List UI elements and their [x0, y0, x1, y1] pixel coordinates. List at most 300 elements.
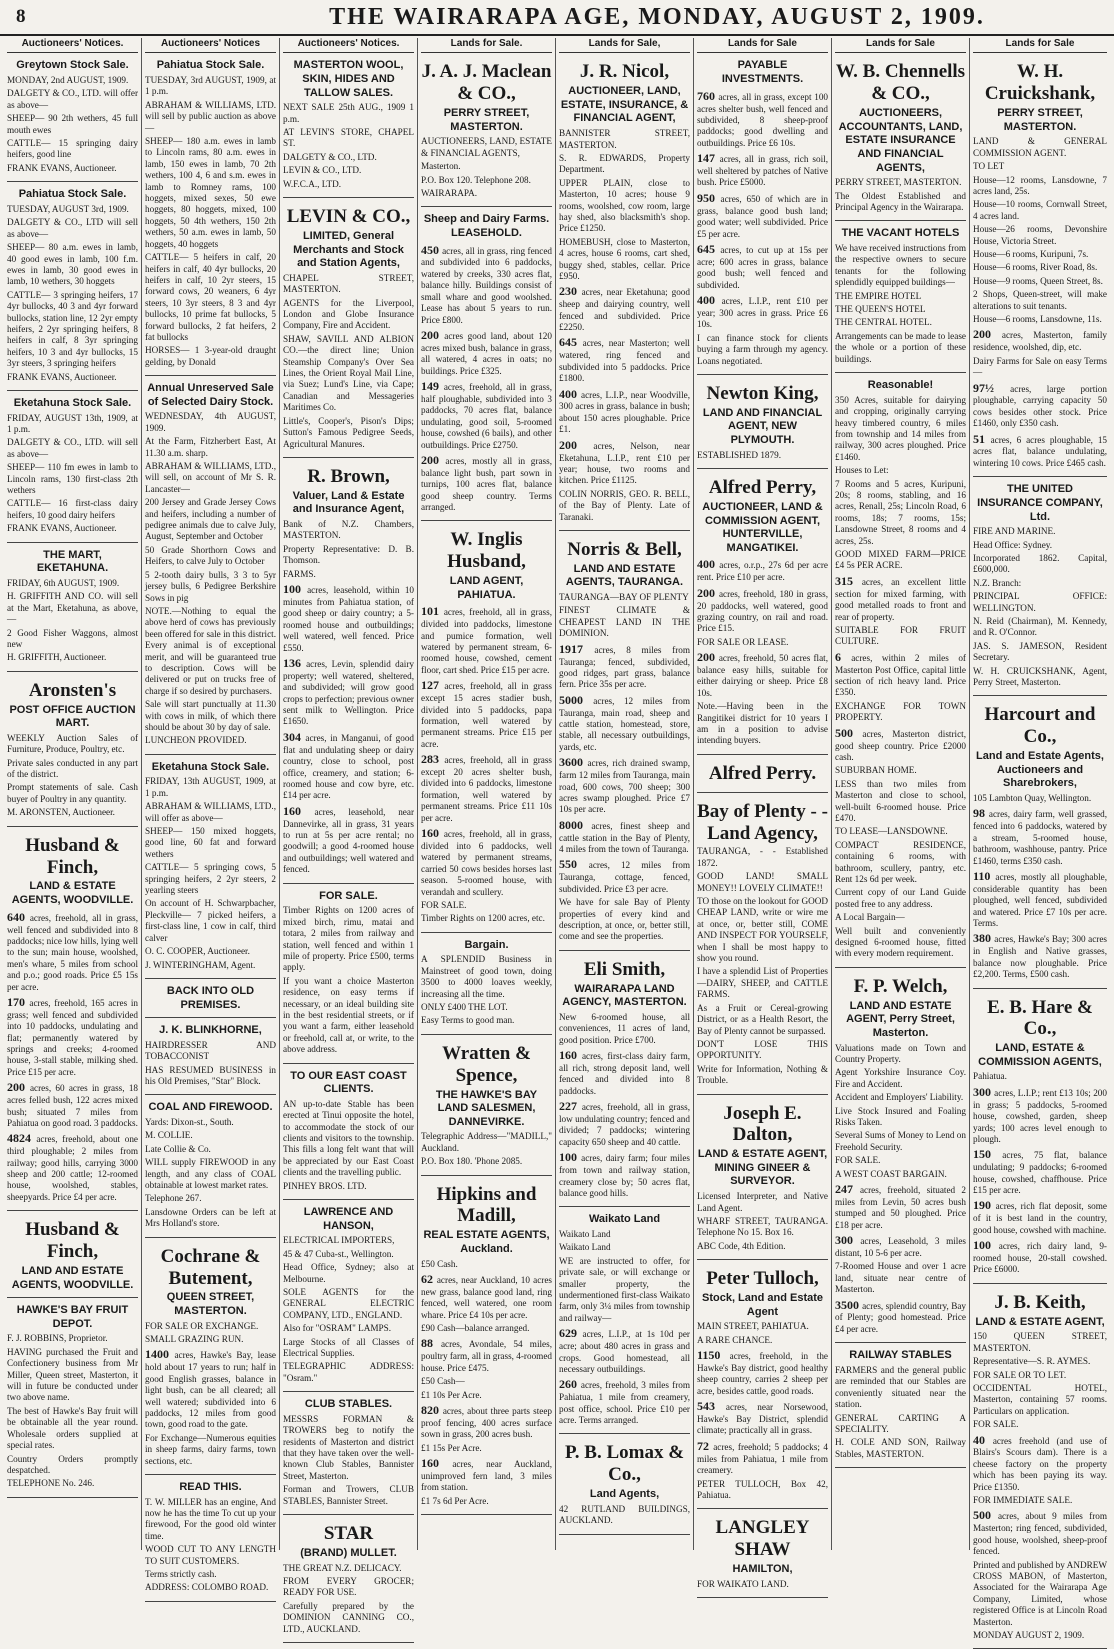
ad-text: SHAW, SAVILL AND ALBION CO.—the direct line; Union Steamship Company's Over Sea Lines, the Orient Royal Mail Line, via Suez; Lund's Line, via Cape; Canadian and Messageries Maritimes Co.	[283, 333, 414, 413]
ad-text: 543 acres, near Norsewood, Hawke's Bay District, splendid climate; practically all in grass.	[697, 1399, 828, 1436]
ad-text: 160 acres, near Auckland, unimproved fern land, 3 miles from station.	[421, 1456, 553, 1493]
ad-text: 300 acres, L.I.P.; rent £13 10s; 200 in grass; 5 paddocks, 5-roomed house, cowshed, garden, sheep yards; 100 acres level enough to plough.	[973, 1084, 1107, 1144]
ad-text: WAIRARAPA.	[421, 187, 478, 198]
ad-text: LUNCHEON PROVIDED.	[145, 735, 247, 746]
ad-text: 4824 acres, freehold, about one third ploughable; 2 miles from railway; good hills, carrying 3000 sheep and 200 cattle; 12-roomed house, woolshed, stables, sheepyards. Price £4 per acre.	[7, 1131, 139, 1202]
ad-heading: BACK INTO OLD PREMISES.	[166, 984, 255, 1011]
ad-text: House—6 rooms, Lansdowne, 11s.	[973, 314, 1102, 325]
ad-heading: POST OFFICE AUCTION MART.	[9, 703, 136, 730]
advertiser-name: E. B. Hare & Co.,	[987, 996, 1093, 1040]
ad-heading: AUCTIONEERS, ACCOUNTANTS, LAND, ESTATE INSURANCE AND FINANCIAL AGENTS,	[838, 107, 963, 174]
acreage-figure: 820	[421, 1402, 443, 1417]
ad-text: Large Stocks of all Classes of Electrical Supplies.	[283, 1336, 414, 1358]
ad-text: Printed and published by ANDREW CROSS MABON, of Masterton, Associated for the Wairarapa Age Company, Limited, whose registered Office is at Lincoln Road Masterton.	[973, 1559, 1107, 1627]
advertiser-name: R. Brown,	[307, 465, 390, 487]
ad-text: FINEST CLIMATE & CHEAPEST LAND IN THE DOMINION.	[559, 605, 690, 639]
acreage-figure: 500	[835, 725, 863, 740]
ad-text: 629 acres, L.I.P., at 1s 10d per acre; about 480 acres in grass and crops. Good homestead, all necessary outbuildings.	[559, 1326, 690, 1374]
ad-heading: TO OUR EAST COAST CLIENTS.	[290, 1069, 407, 1096]
ad-text: Incorporated 1862. Capital, £600,000.	[973, 552, 1107, 575]
ad-text: 190 acres, rich flat deposit, some of it is best land in the country, good house, cowshed with machine.	[973, 1198, 1107, 1235]
acreage-figure: 150	[973, 1147, 1003, 1162]
ad-text: Sale will start punctually at 11.30 with cows in milk, of which there should be about 30 by day of sale.	[145, 699, 276, 732]
acreage-figure: 88	[421, 1336, 441, 1351]
advertisement	[697, 472, 828, 755]
ad-text: ABRAHAM & WILLIAMS, LTD. will sell by public auction as above—	[145, 99, 276, 133]
ad-text: 315 acres, an excellent little section for mixed farming, with good metalled roads to front and rear of property.	[835, 573, 967, 622]
ad-text: SHEEP— 110 fm ewes in lamb to Lincoln rams, 130 first-class 2th wethers	[7, 462, 138, 496]
ad-text: 170 acres, freehold, 165 acres in grass; well fenced and subdivided into 10 paddocks, undulating and flat; permanently watered by springs and creeks; 4-roomed house, 3-stall stable, milking shed. Price £15 per acre.	[7, 994, 138, 1077]
acreage-figure: 380	[973, 931, 995, 946]
ad-text: PETER TULLOCH, Box 42, Pahiatua.	[697, 1478, 828, 1500]
ad-heading: LAND AND ESTATE AGENTS, WOODVILLE.	[11, 1264, 134, 1291]
ad-text: CATTLE— 5 springing cows, 5 springing heifers, 2 2yr steers, 2 yearling steers	[145, 862, 276, 896]
ad-text: N. Reid (Chairman), M. Kennedy, and R. O'Connor.	[973, 616, 1107, 638]
acreage-figure: 629	[559, 1326, 583, 1341]
advertisement	[283, 461, 414, 884]
ad-heading: Eketahuna Stock Sale.	[13, 396, 132, 409]
ad-text: We have received instructions from the respective owners to secure tenants for the following splendidly equipped buildings—	[835, 243, 966, 288]
acreage-figure: 227	[559, 1099, 582, 1114]
advertisement	[421, 936, 552, 1035]
ad-text: House—6 rooms, River Road, 8s.	[973, 262, 1098, 273]
acreage-figure: 40	[973, 1432, 993, 1447]
ad-heading: AUCTIONEER, LAND & COMMISSION AGENT, HUNTERVILLE, MANGATIKEI.	[702, 500, 823, 554]
advertisement	[835, 376, 966, 968]
ad-text: £50 Cash.	[421, 1258, 458, 1269]
ad-text: Dairy Farms for Sale on easy Terms—	[973, 355, 1107, 378]
ad-text: TAURANGA, - - Established 1872.	[697, 846, 828, 868]
ad-text: 200 acres, 60 acres in grass, 18 acres felled bush, 122 acres mixed bush; situated 7 miles from Pahiatua on good road. 3 paddocks.	[7, 1080, 139, 1128]
advertisement	[7, 675, 138, 827]
acreage-figure: 200	[7, 1080, 30, 1095]
ad-text: Several Sums of Money to Lend on Freehold Security.	[835, 1130, 966, 1152]
ad-text: ABRAHAM & WILLIAMS, LTD., will offer as above—	[145, 801, 276, 823]
ad-text: LAND & GENERAL COMMISSION AGENT.	[973, 136, 1107, 158]
ad-text: TO LEASE—LANSDOWNE.	[835, 826, 948, 837]
ad-heading: THE HAWKE'S BAY LAND SALESMEN, DANNEVIRKE.	[435, 1088, 538, 1128]
ad-text: ESTABLISHED 1879.	[697, 449, 781, 460]
ad-text: FOR SALE.	[835, 1155, 881, 1166]
masthead	[0, 0, 1114, 36]
ad-text: 51 acres, 6 acres ploughable, 15 acres flat, balance undulating, wintering 10 cows. Price £465 cash.	[973, 431, 1108, 468]
ad-text: 6 acres, within 2 miles of Masterton Post Office, capital little section of rich heavy land. Price £350.	[835, 649, 966, 698]
ad-heading: REAL ESTATE AGENTS, Auckland.	[423, 1229, 550, 1255]
advertisement	[697, 796, 828, 1095]
ad-text: EXCHANGE FOR TOWN PROPERTY.	[835, 700, 966, 723]
ad-text: 230 acres, near Eketahuna; good sheep and dairying country, well fenced and subdivided. Price £2250.	[559, 284, 690, 333]
column-7	[832, 38, 970, 1550]
advertiser-name: W. B. Chennells & CO.,	[835, 61, 966, 105]
acreage-figure: 550	[559, 857, 589, 872]
advertisement	[559, 1210, 690, 1434]
ad-text: New 6-roomed house, all conveniences, 11 acres of land, good position. Price £700.	[559, 1011, 690, 1045]
ad-text: FRANK EVANS, Auctioneer.	[7, 162, 117, 173]
ad-text: 950 acres, 650 of which are in grass, balance good bush land; good water; well subdivided. Price £5 per acre.	[697, 190, 828, 239]
advertiser-name: LANGLEY SHAW	[715, 1517, 810, 1561]
ad-text: M. ARONSTEN, Auctioneer.	[7, 807, 115, 818]
ad-text: H. GRIFFITH AND CO. will sell at the Mart, Eketahuna, as above,—	[7, 591, 138, 625]
ad-text: 645 acres, near Masterton; well watered, ring fenced and subdivided into 5 paddocks. Price £1800.	[559, 335, 690, 384]
column-header: Lands for Sale.	[421, 38, 552, 53]
ad-text: GOOD MIXED FARM—PRICE £4 5s PER ACRE.	[835, 549, 966, 571]
advertisement	[7, 1214, 138, 1298]
advertisement	[283, 56, 414, 198]
ad-text: SOLE AGENTS for the GENERAL ELECTRIC COMPANY, LTD., ENGLAND.	[283, 1286, 414, 1320]
acreage-figure: 230	[559, 284, 582, 299]
advertisement	[145, 982, 276, 1018]
ad-heading: MASTERTON WOOL, SKIN, HIDES AND TALLOW SALES.	[293, 59, 404, 99]
ad-heading: Eketahuna Stock Sale.	[151, 760, 270, 773]
ad-text: 40 acres freehold (and use of Blairs's Scours dam). There is a cheese factory on the property which has been paying its way. Price £1350.	[973, 1432, 1108, 1492]
column-8	[970, 38, 1110, 1640]
advertiser-name: P. B. Lomax & Co.,	[564, 1442, 685, 1486]
ad-text: M. COLLIE.	[145, 1130, 193, 1141]
ad-text: THE QUEEN'S HOTEL	[835, 304, 926, 315]
ad-heading: HAWKE'S BAY FRUIT DEPOT.	[16, 1304, 129, 1330]
ad-text: AUCTIONEERS, LAND, ESTATE & FINANCIAL AGENTS,	[421, 136, 552, 158]
columns	[4, 38, 1110, 1640]
ad-heading: THE VACANT HOTELS	[841, 227, 960, 240]
advertisement	[421, 56, 552, 207]
ad-text: THE CENTRAL HOTEL.	[835, 317, 932, 328]
advertisement	[145, 758, 276, 979]
ad-text: The best of Hawke's Bay fruit will be obtainable all the year round. Wholesale orders supplied at special rates.	[7, 1405, 138, 1451]
ad-text: CATTLE— 5 heifers in calf, 20 heifers in calf, 40 4yr bullocks, 20 heifers in calf, 10 2yr steers, 15 forward cows, 20 weaners, 6 4yr steers, 10 3yr steers, 8 3 and 4yr bullocks, 10 prime fat bullocks, 5 forward bullocks, 2 fat heifers, 2 fat bullocks	[145, 252, 276, 342]
ad-text: Timber Rights on 1200 acres of mixed birch, rimu, matai and totara, 2 miles from railway and station, well fenced and within 1 mile of property. Price £500, terms apply.	[283, 905, 414, 973]
ad-text: F. J. ROBBINS, Proprietor.	[7, 1333, 108, 1344]
ad-text: A SPLENDID Business in Mainstreet of good town, doing 3500 to 4000 loaves weekly, increasing all the time.	[421, 954, 552, 999]
ad-text: I can finance stock for clients buying a farm through my agency. Loans negotiated.	[697, 332, 828, 366]
ad-text: 100 acres, leasehold, within 10 minutes from Pahiatua station, of good sheep or dairy country; a 5-roomed house and outbuildings; well watered, well fenced. Price £550.	[283, 582, 415, 653]
ad-text: FRANK EVANS, Auctioneer.	[7, 371, 117, 382]
ad-heading: LAND & ESTATE AGENT, MINING GINEER & SURVEYOR.	[697, 1148, 828, 1188]
ad-text: 1917 acres, 8 miles from Tauranga; fenced, subdivided, good ridges, part grass, balance fern. Price 35s per acre.	[559, 641, 691, 690]
ad-text: Note.—Having been in the Rangitikei district for 10 years I am in a position to advise intending buyers.	[697, 701, 828, 746]
ad-heading: Stock, Land and Estate Agent	[701, 1291, 824, 1318]
acreage-figure: 3600	[559, 755, 588, 770]
ad-text: W.F.C.A., LTD.	[283, 178, 342, 189]
column-2	[142, 38, 280, 1593]
ad-text: H. GRIFFITH, Auctioneer.	[7, 652, 107, 663]
ad-text: Terms strictly cash.	[145, 1569, 217, 1580]
acreage-figure: 200	[421, 327, 445, 342]
ad-text: 8000 acres, finest sheep and cattle station in the Bay of Plenty, 4 miles from the town of Tauranga.	[559, 817, 691, 855]
ad-text: 550 acres, 12 miles from Tauranga, cottage, fenced, subdivided. Price £3 per acre.	[559, 857, 690, 894]
advertisement	[835, 971, 966, 1343]
ad-text: 62 acres, near Auckland, 10 acres new grass, balance good land, ring fenced, well watered, one room whare. Price £4 10s per acre.	[421, 1271, 552, 1320]
ad-text: ABC Code, 4th Edition.	[697, 1240, 786, 1251]
acreage-figure: 110	[973, 868, 996, 883]
column-header: Lands for Sale,	[559, 38, 690, 53]
ad-text: SHEEP— 180 a.m. ewes in lamb to Lincoln rams, 80 a.m. ewes in lamb, 150 ewes in lamb, 70 2th wethers, 100 4, 6 and s.m. ewes in lamb to Romney rams, 100 hoggets, mixed sexes, 50 ewe hoggets, 80 hoggets, mixed, 100 hoggets, 50 4th wethers, 150 2th wethers, 50 a.m. ewes in lamb, 50 hoggets, 40 hoggets	[145, 136, 276, 249]
ad-text: NOTE.—Nothing to equal the above herd of cows has previously been offered for sale in this district. Every animal is of exceptional merit, and will be guaranteed true to description. Cows will be delivered or put on trucks free of charge if so desired by purchasers.	[145, 605, 276, 696]
acreage-figure: 247	[835, 1182, 860, 1197]
ad-text: 160 acres, first-class dairy farm, all rich, strong deposit land, well fenced and divided into 8 paddocks.	[559, 1048, 691, 1096]
ad-text: LEVIN & CO., LTD.	[283, 165, 362, 176]
advertisement	[973, 1287, 1107, 1649]
advertisement	[283, 1203, 414, 1392]
column-header: Lands for Sale	[697, 38, 828, 53]
acreage-figure: 72	[697, 1438, 714, 1453]
ad-text: AT LEVIN'S STORE, CHAPEL ST.	[283, 127, 414, 149]
acreage-figure: 1150	[697, 1348, 730, 1363]
advertiser-name: Husband & Finch,	[25, 1219, 120, 1263]
ad-text: 127 acres, freehold, all in grass except 15 acres stadier bush, divided into 5 paddocks, papa formation, well watered by permanent streams. Price £15 per acre.	[421, 678, 552, 749]
acreage-figure: 98	[973, 806, 989, 821]
ad-text: 283 acres, freehold, all in grass except 20 acres shelter bush, divided into 6 paddocks, limestone formation, well watered by permanent streams. Price £11 10s per acre.	[421, 752, 552, 823]
ad-heading: Annual Unreserved Sale of Selected Dairy Stock.	[147, 382, 274, 408]
ad-text: 500 acres, about 9 miles from Masterton; ring fenced, subdivided, good house, woolshed, sheep-proof fenced.	[973, 1508, 1108, 1557]
column-1	[4, 38, 142, 1550]
advertiser-name: LEVIN & CO.,	[286, 206, 411, 228]
acreage-figure: 101	[421, 604, 444, 619]
ad-heading: LAND AND FINANCIAL AGENT, NEW PLYMOUTH.	[702, 406, 823, 447]
ad-text: CHAPEL STREET, MASTERTON.	[283, 272, 414, 295]
ad-text: DALGETY & CO., LTD will sell as above—	[7, 217, 138, 239]
ad-text: 227 acres, freehold, all in grass, low undulating country; fenced and divided; 7 paddocks; wintering capacity 650 sheep and 40 cattle.	[559, 1099, 690, 1147]
ad-text: Property Representative: D. B. Thomson.	[283, 543, 414, 566]
ad-text: TELEPHONE No. 246.	[7, 1478, 95, 1489]
ad-text: 7 Rooms and 5 acres, Kuripuni, 20s; 8 rooms, stabling, and 16 acres, Renall, 25s; Lincoln Road, 6 rooms, 18s; 7 rooms, 15s; Lansdowne Street, 8 rooms and 4 acres, 25s.	[835, 478, 966, 546]
acreage-figure: 300	[835, 1233, 861, 1248]
acreage-figure: 400	[559, 386, 581, 401]
acreage-figure: 100	[973, 1238, 999, 1253]
ad-text: AN up-to-date Stable has been erected at Tinui opposite the hotel, to accommodate the stock of our clients and visitors to the township. This fills a long felt want that will be appreciated by our East Coast clients and the travelling public.	[283, 1098, 414, 1178]
ad-text: FOR SALE OR LEASE.	[697, 636, 789, 647]
advertisement	[283, 1518, 414, 1643]
ad-text: Little's, Cooper's, Pison's Dips; Sutton's Famous Pedigree Seeds, Agricultural Manures.	[283, 415, 414, 449]
ad-text: FOR SALE OR TO LET.	[973, 1369, 1067, 1380]
acreage-figure: 200	[697, 585, 719, 600]
ad-text: J. WINTERINGHAM, Agent.	[145, 959, 256, 970]
advertiser-name: J. A. J. Maclean & CO.,	[421, 61, 552, 105]
acreage-figure: 170	[7, 994, 30, 1009]
advertisement	[145, 1241, 276, 1475]
ad-text: Waikato Land	[559, 1242, 611, 1253]
page-number: 8	[16, 6, 26, 27]
ad-text: Masterton.	[421, 161, 461, 172]
acreage-figure: 1917	[559, 641, 595, 656]
acreage-figure: 149	[421, 379, 444, 394]
ad-text: WHARF STREET, TAURANGA. Telephone No 15. Box 16.	[697, 1215, 828, 1238]
advertiser-name: Joseph E. Dalton,	[723, 1102, 802, 1146]
ad-text: 300 acres, Leasehold, 3 miles distant, 10 5-6 per acre.	[835, 1233, 967, 1258]
ad-text: NEXT SALE 25th AUG., 1909 1 p.m.	[283, 102, 414, 124]
acreage-figure: 645	[559, 335, 583, 350]
ad-heading: PAYABLE INVESTMENTS.	[721, 59, 804, 86]
acreage-figure: 543	[697, 1399, 726, 1414]
advertisement	[145, 56, 276, 376]
ad-heading: Land Agents,	[589, 1488, 660, 1501]
advertisement	[7, 546, 138, 672]
ad-text: Licensed Interpreter, and Native Land Agent.	[697, 1191, 828, 1213]
ad-text: 72 acres, freehold; 5 paddocks; 4 miles from Pahiatua, 1 mile from creamery.	[697, 1438, 828, 1476]
ad-heading: READ THIS.	[179, 1480, 242, 1493]
advertiser-name: Norris & Bell,	[567, 538, 682, 560]
advertisement	[973, 480, 1107, 696]
ad-text: Agent Yorkshire Insurance Coy. Fire and Accident.	[835, 1067, 966, 1089]
ad-text: 247 acres, freehold, situated 2 miles from Levin, 50 acres bush stumped and 50 ploughed. Price £18 per acre.	[835, 1182, 966, 1230]
ad-text: FOR SALE.	[973, 1419, 1019, 1430]
ad-text: Representative—S. R. AYMES.	[973, 1356, 1091, 1367]
ad-text: WEDNESDAY, 4th AUGUST, 1909.	[145, 411, 276, 433]
ad-text: FROM EVERY GROCER; READY FOR USE.	[283, 1575, 414, 1598]
ad-text: 5000 acres, 12 miles from Tauranga, main road, sheep and cattle station, homestead, store, stable, all necessary outbuildings, yards, etc.	[559, 692, 690, 752]
advertiser-name: Eli Smith,	[583, 958, 666, 980]
ad-heading: J. K. BLINKHORNE,	[159, 1024, 262, 1037]
ad-text: HAVING purchased the Fruit and Confectionery business from Mr Miller, Queen street, Masterton, it will in future be conducted under two above name.	[7, 1346, 138, 1403]
ad-text: TAURANGA—BAY OF PLENTY	[559, 592, 689, 603]
ad-text: ADDRESS: COLOMBO ROAD.	[145, 1582, 269, 1593]
ad-text: Also for "OSRAM" LAMPS.	[283, 1323, 392, 1334]
advertiser-name: W. Inglis Husband,	[447, 529, 526, 573]
newspaper-title: THE WAIRARAPA AGE, MONDAY, AUGUST 2, 1909.	[329, 4, 985, 30]
ad-heading: LAND AND ESTATE AGENT, Perry Street, Masterton.	[846, 999, 955, 1039]
advertisement	[283, 1395, 414, 1515]
ad-text: On account of H. Schwarpbacher, Pleckville— 7 picked heifers, a first-class line, 1 cow in calf, third calver	[145, 898, 276, 943]
acreage-figure: 200	[421, 452, 446, 467]
ad-text: Carefully prepared by the DOMINION CANNING CO., LTD., AUCKLAND.	[283, 1600, 414, 1634]
ad-text: Houses to Let:	[835, 465, 889, 476]
ad-text: FRANK EVANS, Auctioneer.	[7, 523, 117, 534]
ad-text: House—10 rooms, Cornwall Street, 4 acres land.	[973, 199, 1107, 221]
ad-text: A RARE CHANCE.	[697, 1334, 773, 1345]
acreage-figure: 400	[697, 557, 720, 572]
ad-text: 820 acres, about three parts steep proof fencing, 400 acres surface sown in grass, 200 acres bush.	[421, 1402, 552, 1440]
ad-text: 150 acres, 75 flat, balance undulating; 9 paddocks; 6-roomed house, cowshed, chaffhouse. Price £15 per acre.	[973, 1147, 1107, 1196]
advertisement	[973, 699, 1107, 988]
ad-heading: Bargain.	[464, 938, 509, 951]
ad-text: 45 & 47 Cuba-st., Wellington.	[283, 1248, 394, 1259]
ad-text: P.O. Box 180. 'Phone 2085.	[421, 1156, 523, 1167]
ad-text: DON'T LOSE THIS OPPORTUNITY.	[697, 1038, 828, 1061]
ad-heading: Valuer, Land & Estate and Insurance Agent,	[292, 489, 405, 516]
acreage-figure: 760	[697, 88, 719, 103]
ad-text: COLIN NORRIS, GEO. R. BELL, of the Bay of Plenty. Late of Taranaki.	[559, 488, 690, 522]
advertiser-name: Husband & Finch,	[25, 834, 120, 878]
acreage-figure: 283	[421, 752, 445, 767]
ad-text: 2 Shops, Queen-street, will make alterations to suit tenants.	[973, 289, 1107, 311]
ad-heading: LAND & ESTATE AGENTS, WOODVILLE.	[11, 880, 134, 907]
acreage-figure: 100	[283, 582, 308, 597]
ad-heading: Land and Estate Agents, Auctioneers and Sharebrokers,	[976, 750, 1104, 790]
acreage-figure: 160	[421, 1456, 453, 1471]
advertiser-name: Alfred Perry,	[708, 477, 817, 499]
column-5	[556, 38, 694, 1550]
ad-heading: (BRAND) MULLET.	[300, 1546, 397, 1559]
ad-text: 100 acres, rich dairy land, 9-roomed house, 20-stall cowshed. Price £6000.	[973, 1238, 1107, 1275]
ad-text: Bank of N.Z. Chambers, MASTERTON.	[283, 519, 414, 541]
ad-text: House—9 rooms, Queen Street, 8s.	[973, 275, 1103, 286]
ad-text: GOOD LAND! SMALL MONEY!! LOVELY CLIMATE!!	[697, 871, 828, 893]
advertisement	[421, 210, 552, 521]
ad-text: 101 acres, freehold, all in grass, divided into paddocks, limestone and pumice formation, well watered by permanent stream, 6-roomed house, cowshed, cement floor, cart shed. Price £15 per acre.	[421, 604, 552, 675]
advertiser-name: Harcourt and Co.,	[984, 704, 1096, 748]
ad-text: 7-Roomed House and over 1 acre land, situate near centre of Masterton.	[835, 1261, 966, 1295]
ad-text: For Exchange—Numerous equities in sheep farms, dairy farms, town sections, etc.	[145, 1432, 276, 1466]
ad-text: S. R. EDWARDS, Property Department.	[559, 152, 690, 175]
ad-heading: LAND AND ESTATE AGENTS, TAURANGA.	[565, 562, 684, 589]
advertisement	[697, 758, 828, 793]
ad-text: FARMS.	[283, 568, 316, 579]
ad-text: MONDAY AUGUST 2, 1909.	[973, 1629, 1085, 1640]
ad-text: SHEEP— 80 a.m. ewes in lamb, 40 good ewes in lamb, 100 f.m. ewes in lamb, 30 good ewes in lamb, 10 wethers, 30 hoggets	[7, 242, 138, 287]
ad-heading: LAND, ESTATE & COMMISSION AGENTS,	[978, 1042, 1102, 1068]
acreage-figure: 62	[421, 1271, 437, 1286]
acreage-figure: 4824	[7, 1131, 37, 1146]
ad-text: 200 acres, Masterton, family residence, woolshed, dip, etc.	[973, 327, 1107, 353]
acreage-figure: 640	[7, 909, 30, 924]
ad-text: 200 acres good land, about 120 acres mixed bush, balance in grass, all watered, 4 acres in oats; no buildings. Price £325.	[421, 327, 552, 376]
ad-heading: AUCTIONEER, LAND, ESTATE, INSURANCE, & FINANCIAL AGENT,	[560, 85, 689, 125]
ad-text: I have a splendid List of Properties—DAIRY, SHEEP, and CATTLE FARMS.	[697, 966, 828, 1000]
ad-text: 2 Good Fisher Waggons, almost new	[7, 627, 138, 649]
ad-text: 400 acres, L.I.P., rent £10 per year; 300 acres in grass. Price £6 10s.	[697, 293, 828, 330]
acreage-figure: 190	[973, 1198, 996, 1213]
ad-text: 1400 acres, Hawke's Bay, lease hold about 17 years to run; half in good English grasses, balance in light bush, can be all cleared; all well watered; subdivided into 6 paddocks, 12 miles from good town, good road to the gate.	[145, 1347, 277, 1430]
ad-text: Waikato Land	[559, 1229, 611, 1240]
ad-text: WILL supply FIREWOOD in any length, and any class of COAL obtainable at lowest market rates.	[145, 1157, 276, 1191]
acreage-figure: 127	[421, 678, 445, 693]
ad-text: 110 acres, mostly all ploughable, considerable quantity has been ploughed, well fenced, subdivided and watered. Price £7 10s per acre. Terms.	[973, 868, 1108, 929]
acreage-figure: 200	[973, 327, 1002, 342]
ad-text: Head Office: Sydney.	[973, 539, 1053, 550]
ad-text: OCCIDENTAL HOTEL, Masterton, containing 57 rooms. Particulars on application.	[973, 1382, 1107, 1416]
ad-text: 645 acres, to cut up at 15s per acre; 600 acres in grass, balance good bush; well fenced and subdivided.	[697, 241, 828, 290]
ad-text: 98 acres, dairy farm, well grassed, fenced into 6 paddocks, watered by a stream, 5-roomed house, bathroom, washhouse, pantry. Price £1460, terms £350 cash.	[973, 806, 1107, 866]
ad-text: 200 acres, Nelson, near Eketahuna, L.I.P., rent £10 per year; house, two rooms and kitchen. Price £1125.	[559, 437, 690, 486]
ad-text: Valuations made on Town and Country Property.	[835, 1042, 966, 1064]
ad-text: HAS RESUMED BUSINESS in his Old Premises, "Star" Block.	[145, 1064, 276, 1087]
acreage-figure: 6	[835, 649, 852, 664]
ad-text: SUITABLE FOR FRUIT CULTURE.	[835, 624, 966, 647]
ad-text: 136 acres, Levin, splendid dairy property; well watered, sheltered, and subdivided; will grow good crops to perfection; previous owner sent milk to Wellington. Price £1650.	[283, 655, 415, 727]
ad-heading: FOR SALE.	[319, 889, 378, 902]
ad-text: DALGETY & CO., LTD. will sell as above—	[7, 437, 138, 459]
ad-text: COMPACT RESIDENCE, containing 6 rooms, with bathroom, scullery, pantry, etc. Rent 12s 6d per week.	[835, 839, 966, 884]
advertiser-name: Wratten & Spence,	[442, 1042, 531, 1086]
ad-text: Prompt statements of sale. Cash buyer of Poultry in any quantity.	[7, 782, 138, 804]
advertisement	[697, 1263, 828, 1509]
ad-text: Yards: Dixon-st., South.	[145, 1117, 234, 1128]
ad-heading: PERRY STREET, MASTERTON.	[997, 107, 1083, 133]
advertisement	[697, 378, 828, 469]
ad-text: House—12 rooms, Lansdowne, 7 acres land, 25s.	[973, 174, 1107, 196]
ad-text: FOR SALE.	[421, 899, 467, 910]
acreage-figure: 97½	[973, 380, 1011, 395]
acreage-figure: 645	[697, 241, 721, 256]
advertisement	[421, 1038, 552, 1176]
advertiser-name: STAR	[323, 1523, 374, 1545]
ad-text: FOR WAIKATO LAND.	[697, 1578, 789, 1589]
ad-text: Telegraphic Address—"MADILL," Auckland.	[421, 1131, 552, 1153]
ad-text: 200 acres, mostly all in grass, balance light bush, part sown in turnips, 100 acres flat, balance good sheep country. Terms arranged.	[421, 452, 552, 513]
ad-text: JAS. S. JAMESON, Resident Secretary.	[973, 640, 1107, 663]
ad-text: FRIDAY, 6th AUGUST, 1909.	[7, 577, 120, 588]
ad-text: PINHEY BROS. LTD.	[283, 1180, 367, 1191]
ad-text: CATTLE— 3 springing heifers, 17 4yr bullocks, 40 3 and 4yr forward bullocks, station line, 12 2yr empty heifers, 2 2yr springing heifers, 8 heifers in calf, 8 3yr springing heifers, 10 3 and 4yr bullocks, 15 3yr steers, 3 springing heifers	[7, 289, 138, 369]
ad-text: W. H. CRUICKSHANK, Agent, Perry Street, Masterton.	[973, 665, 1107, 688]
advertisement	[145, 1478, 276, 1602]
advertisement	[559, 954, 690, 1208]
ad-text: Easy Terms to good man.	[421, 1015, 515, 1026]
advertiser-name: Bay of Plenty - - Land Agency,	[697, 800, 828, 844]
ad-text: 147 acres, all in grass, rich soil, well sheltered by patches of Native bush. Price £5000.	[697, 151, 829, 188]
advertiser-name: Peter Tulloch,	[706, 1268, 819, 1290]
advertisement	[7, 185, 138, 391]
ad-heading: LAND & ESTATE AGENT,	[975, 1315, 1105, 1328]
